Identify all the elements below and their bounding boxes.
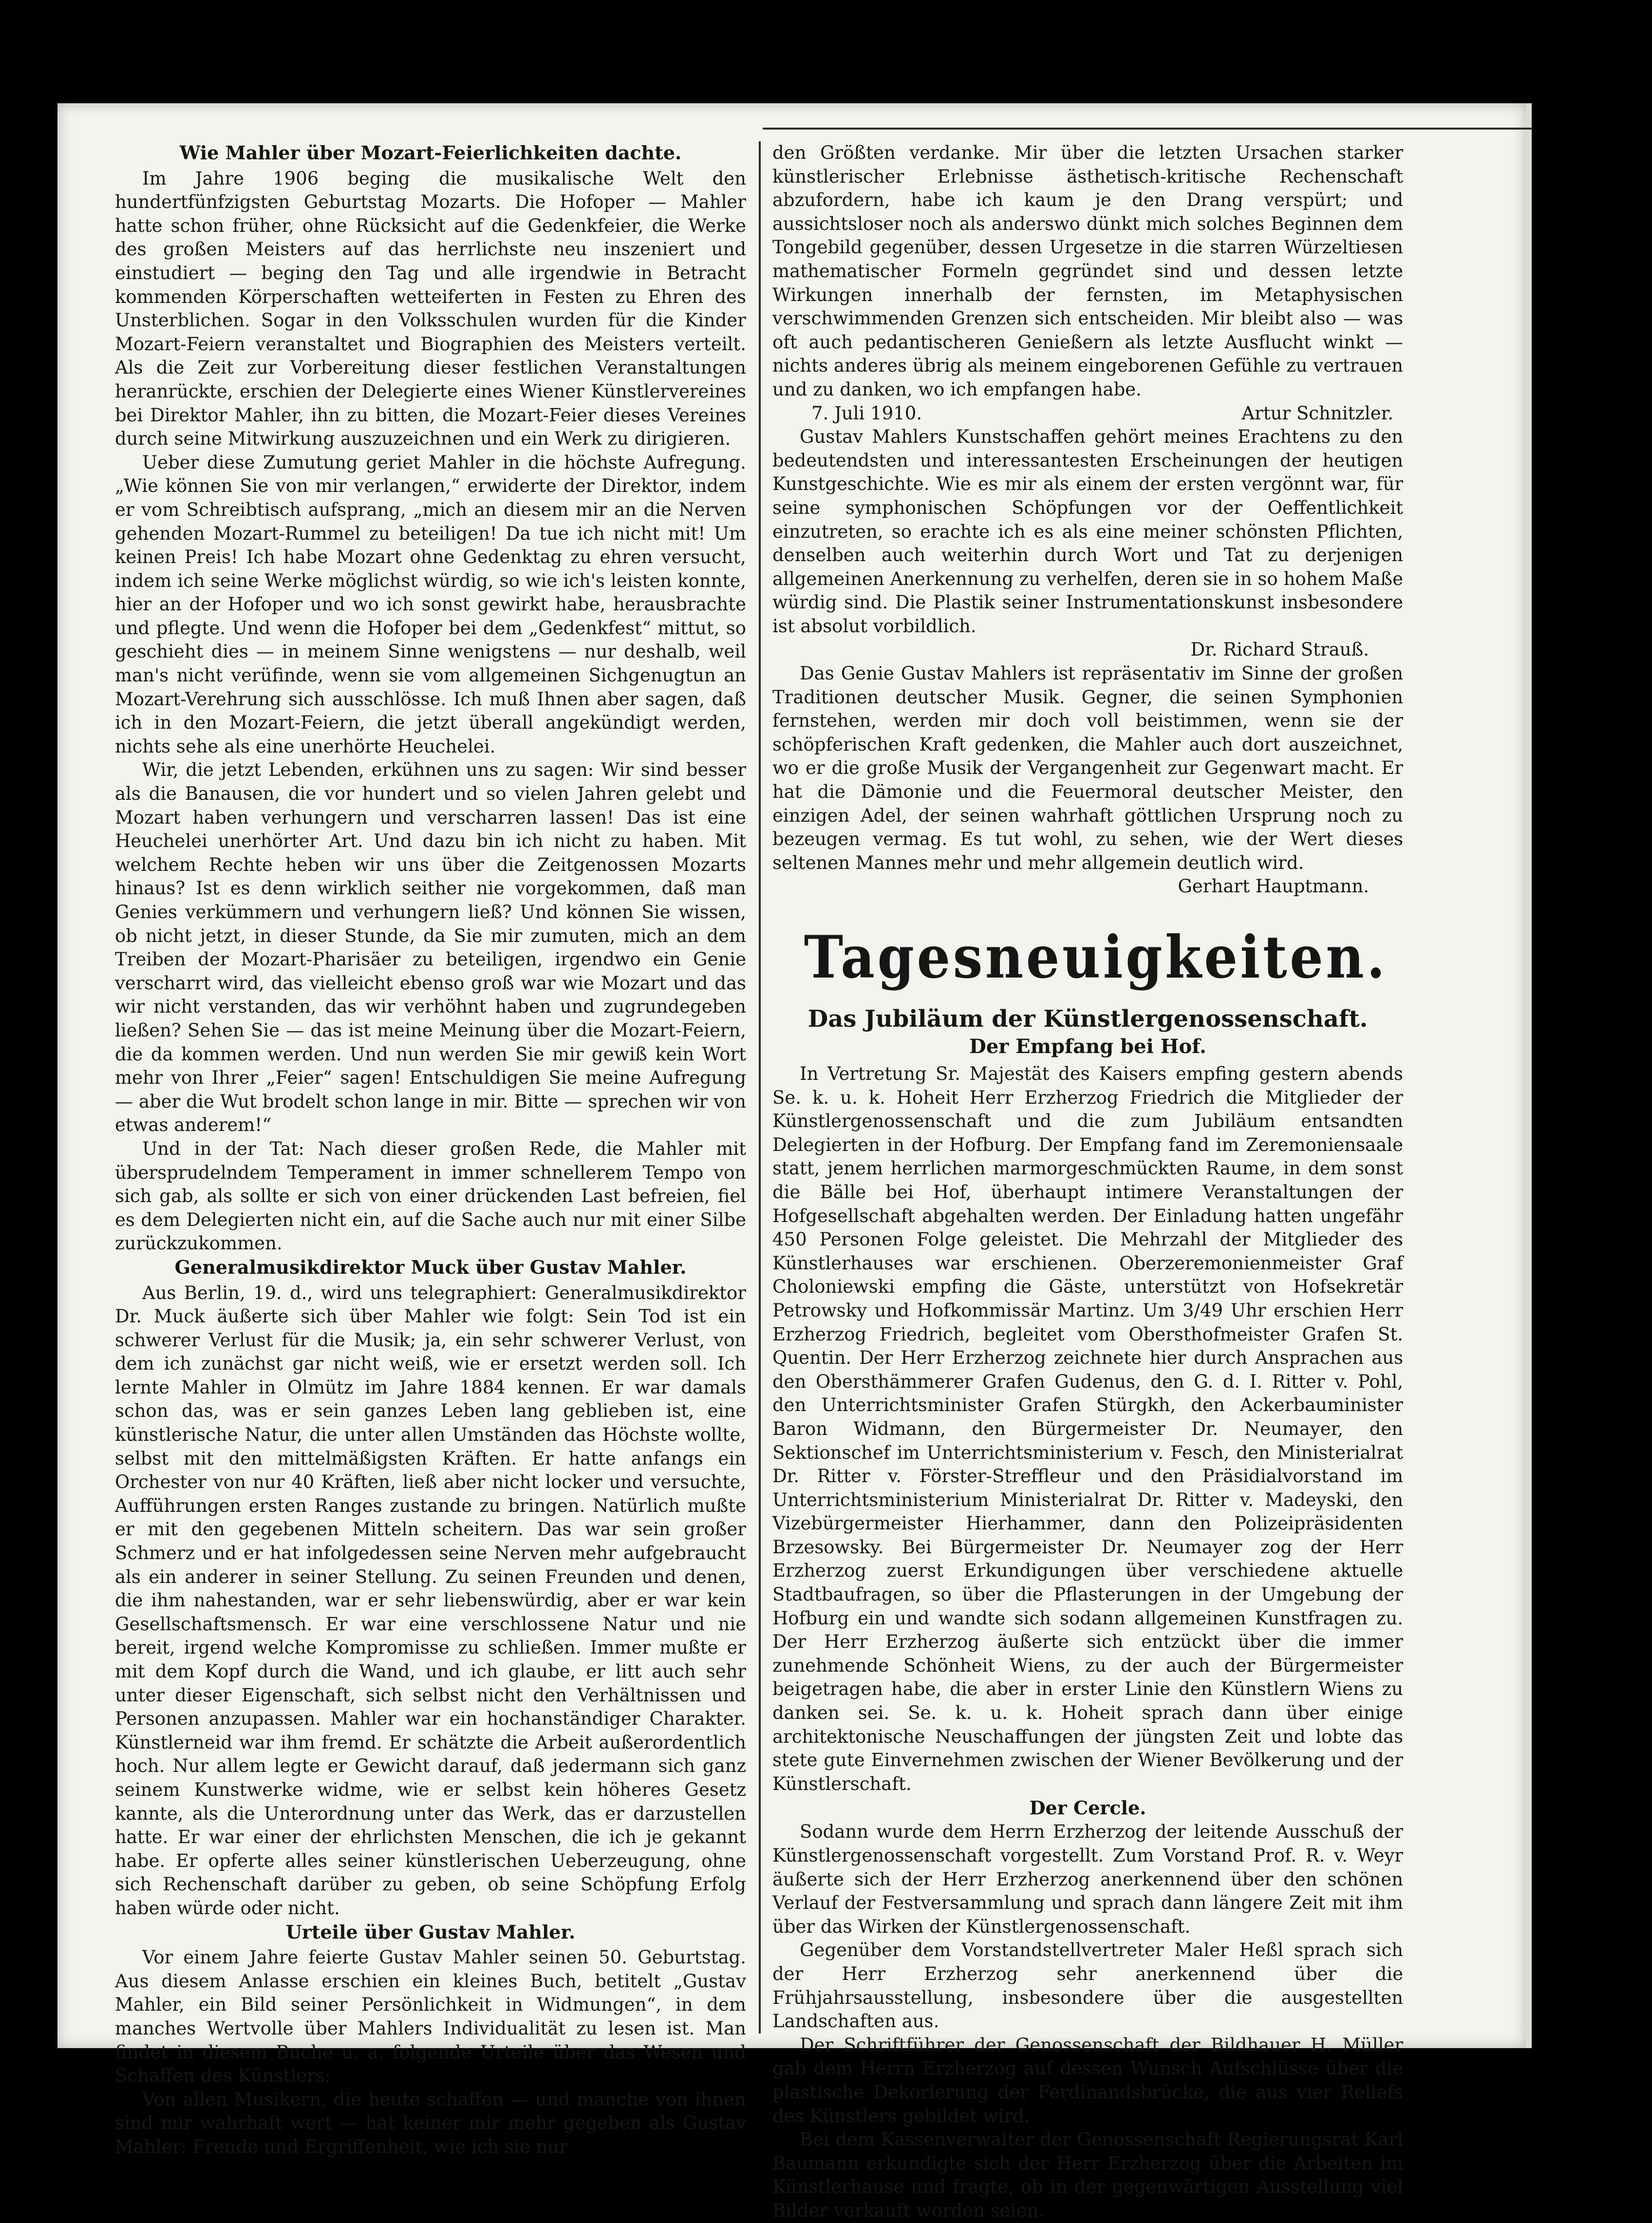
article-headline-urteile: Urteile über Gustav Mahler.	[285, 1921, 576, 1943]
section-title: Tagesneuigkeiten.	[804, 923, 1388, 992]
article-paragraph: Vor einem Jahre feierte Gustav Mahler seinen 50. Geburtstag. Aus diesem Anlasse erschien ein kleines Buch, betitelt „Gustav Mahler, ein Bild seiner Persönlichkeit in Widmungen“, in dem manches Wertvolle über Mahlers Individualität zu lesen ist. Man findet in diesem Buche u. a. folgende Urteile über das Wesen und Schaffen des Künstlers:	[115, 1947, 746, 2087]
news-paragraph: Bei dem Kassenverwalter der Genossenschaft Regierungsrat Karl Baumann erkundigte sich der Herr Erzherzog über die Arbeiten im Künstlerhause und fragte, ob in der gegenwärtigen Ausstellung viel Bilder verkauft worden seien.	[772, 2129, 1403, 2221]
signature-hauptmann: Gerhart Hauptmann.	[1178, 876, 1369, 897]
article-headline-muck: Generalmusikdirektor Muck über Gustav Mahler.	[174, 1256, 687, 1278]
signature-date: 7. Juli 1910.	[811, 402, 922, 424]
signature-name: Artur Schnitzler.	[1241, 402, 1393, 424]
article-paragraph: Ueber diese Zumutung geriet Mahler in die höchste Aufregung. „Wie können Sie von mir verlangen,“ erwiderte der Direktor, indem er vom Schreibtisch aufsprang, „mich an diesem mir an die Nerven gehenden Mozart-Rummel zu beteiligen! Da tue ich nicht mit! Um keinen Preis! Ich habe Mozart ohne Gedenktag zu ehren versucht, indem ich seine Werke möglichst würdig, so wie ich's leisten konnte, hier an der Hofoper und wo ich sonst gewirkt habe, herausbrachte und pflegte. Und wenn die Hofoper bei dem „Gedenkfest“ mittut, so geschieht dies — in meinem Sinne wenigstens — nur deshalb, weil man's nicht verüfinde, wenn sie vom allgemeinen Sichgenugtun an Mozart-Verehrung sich ausschlösse. Ich muß Ihnen aber sagen, daß ich in den Mozart-Feiern, die jetzt überall angekündigt werden, nichts sehe als eine unerhörte Heuchelei.	[115, 452, 746, 757]
news-subheadline: Der Empfang bei Hof.	[969, 1035, 1206, 1058]
article-paragraph: Wir, die jetzt Lebenden, erkühnen uns zu sagen: Wir sind besser als die Banausen, die vor hundert und so vielen Jahren gelebt und Mozart haben verhungern und verscharren lassen! Das ist eine Heuchelei unerhörter Art. Und dazu bin ich nicht zu haben. Mit welchem Rechte heben wir uns über die Zeitgenossen Mozarts hinaus? Ist es denn wirklich seither nie vorgekommen, daß man Genies verkümmern und verhungern ließ? Und können Sie wissen, ob nicht jetzt, in dieser Stunde, da Sie mir zumuten, mich an dem Treiben der Mozart-Pharisäer zu beteiligen, irgendwo ein Genie verscharrt wird, das vielleicht ebenso groß war wie Mozart und das wir nicht verstanden, das wir verhöhnt haben und zugrundegeben ließen? Sehen Sie — das ist meine Meinung über die Mozart-Feiern, die da kommen werden. Und nun werden Sie mir gewiß kein Wort mehr von Ihrer „Feier“ sagen! Entschuldigen Sie meine Aufregung — aber die Wut brodelt schon lange in mir. Bitte — sprechen wir von etwas anderem!“	[115, 759, 746, 1136]
news-headline: Das Jubiläum der Künstlergenossenschaft.	[807, 1005, 1368, 1033]
news-paragraph: In Vertretung Sr. Majestät des Kaisers empfing gestern abends Se. k. u. k. Hoheit Herr Erzherzog Friedrich die Mitglieder der Künstlergenossenschaft und die zum Jubiläum entsandten Delegierten in der Hofburg. Der Empfang fand im Zeremoniensaale statt, jenem herrlichen marmorgeschmückten Raume, in dem sonst die Bälle bei Hof, überhaupt intimere Veranstaltungen der Hofgesellschaft abgehalten werden. Der Einladung hatten ungefähr 450 Personen Folge geleistet. Die Mehrzahl der Mitglieder des Künstlerhauses war erschienen. Oberzeremonienmeister Graf Choloniewski empfing die Gäste, unterstützt von Hofsekretär Petrowsky und Hofkommissär Martinz. Um 3/49 Uhr erschien Herr Erzherzog Friedrich, begleitet vom Obersthofmeister Grafen St. Quentin. Der Herr Erzherzog zeichnete hier durch Ansprachen aus den Obersthämmerer Grafen Gudenus, den G. d. I. Ritter v. Pohl, den Unterrichtsminister Grafen Stürgkh, den Ackerbauminister Baron Widmann, den Bürgermeister Dr. Neumayer, den Sektionschef im Unterrichtsministerium v. Fesch, den Ministerialrat Dr. Ritter v. Förster-Streffleur und den Präsidialvorstand im Unterrichtsministerium Ministerialrat Dr. Ritter v. Madeyski, den Vizebürgermeister Hierhammer, dann den Polizeipräsidenten Brzesowsky. Bei Bürgermeister Dr. Neumayer zog der Herr Erzherzog zuerst Erkundigungen über verschiedene aktuelle Stadtbaufragen, so über die Pflasterungen in der Umgebung der Hofburg ein und wandte sich sodann allgemeinen Kunstfragen zu. Der Herr Erzherzog äußerte sich entzückt über die immer zunehmende Schönheit Wiens, zu der auch der Bürgermeister beigetragen habe, die aber in erster Linie den Künstlern Wiens zu danken sei. Se. k. u. k. Hoheit sprach dann über einige architektonische Neuschaffungen der jüngsten Zeit und lobte das stete gute Einvernehmen zwischen der Wiener Bevölkerung und der Künstlerschaft.	[772, 1063, 1403, 1794]
top-rule	[763, 128, 1532, 130]
continuation-paragraph: den Größten verdanke. Mir über die letzten Ursachen starker künstlerischer Erlebnisse ästhetisch-kritische Rechenschaft abzufordern, habe ich kaum je den Drang verspürt; und aussichtsloser noch als anderswo dünkt mich solches Beginnen dem Tongebild gegenüber, dessen Urgesetze in die starren Würzeltiesen mathematischer Formeln gegründet sind und dessen letzte Wirkungen innerhalb der fernsten, im Metaphysischen verschwimmenden Grenzen sich entscheiden. Mir bleibt also — was oft auch pedantischeren Genießern als letzte Ausflucht winkt — nichts anderes übrig als meinem eingeborenen Gefühle zu vertrauen und zu danken, wo ich empfangen habe.	[772, 142, 1403, 400]
news-subheadline: Der Cercle.	[1029, 1797, 1146, 1819]
article-paragraph: Im Jahre 1906 beging die musikalische Welt den hundertfünfzigsten Geburtstag Mozarts. Die Hofoper — Mahler hatte schon früher, ohne Rücksicht auf die Gedenkfeier, die Werke des großen Meisters auf das herrlichste neu inszeniert und einstudiert — beging den Tag und alle irgendwie in Betracht kommenden Körperschaften wetteiferten in Festen zu Ehren des Unsterblichen. Sogar in den Volksschulen wurden für die Kinder Mozart-Feiern veranstaltet und Biographien des Meisters verteilt. Als die Zeit zur Vorbereitung dieser festlichen Veranstaltungen heranrückte, erschien der Delegierte eines Wiener Künstlervereines bei Direktor Mahler, ihn zu bitten, die Mozart-Feier dieses Vereines durch seine Mitwirkung auszuzeichnen und ein Werk zu dirigieren.	[115, 168, 746, 450]
paper-edge	[1526, 103, 1532, 2048]
column-divider	[759, 141, 761, 2034]
hauptmann-paragraph: Das Genie Gustav Mahlers ist repräsentativ im Sinne der großen Traditionen deutscher Musik. Gegner, die seinen Symphonien fernstehen, werden mir doch voll beistimmen, wenn sie der schöpferischen Kraft gedenken, die Mahler auch dort auszeichnet, wo er die große Musik der Vergangenheit zur Gegenwart macht. Er hat die Dämonie und die Feuermoral deutscher Meister, den einzigen Adel, der seinen wahrhaft göttlichen Ursprung noch zu bezeugen vermag. Es tut wohl, zu sehen, wie der Wert dieses seltenen Mannes mehr und mehr allgemein deutlich wird.	[772, 663, 1403, 873]
article-paragraph: Aus Berlin, 19. d., wird uns telegraphiert: Generalmusikdirektor Dr. Muck äußerte sich über Mahler wie folgt: Sein Tod ist ein schwerer Verlust für die Musik; ja, ein sehr schwerer Verlust, von dem ich zunächst gar nicht weiß, wie er ersetzt werden soll. Ich lernte Mahler in Olmütz im Jahre 1884 kennen. Er war damals schon das, was er sein ganzes Leben lang geblieben ist, eine künstlerische Natur, die unter allen Umständen das Höchste wollte, selbst mit den mittelmäßigsten Kräften. Er hatte anfangs ein Orchester von nur 40 Kräften, ließ aber nicht locker und versuchte, Aufführungen ersten Ranges zustande zu bringen. Natürlich mußte er mit den gegebenen Mitteln scheitern. Das war sein großer Schmerz und er hat infolgedessen seine Nerven mehr aufgebraucht als ein anderer in seiner Stellung. Zu seinen Freunden und denen, die ihm nahestanden, war er sehr liebenswürdig, aber er war kein Gesellschaftsmensch. Er war eine verschlossene Natur und nie bereit, irgend welche Kompromisse zu schließen. Immer mußte er mit dem Kopf durch die Wand, und ich glaube, er litt auch sehr unter dieser Eigenschaft, sich selbst nicht den Verhältnissen und Personen anzupassen. Mahler war ein hochanständiger Charakter. Künstlerneid war ihm fremd. Er schätzte die Arbeit außerordentlich hoch. Nur allem legte er Gewicht darauf, daß jedermann sich ganz seinem Kunstwerke widme, wie er selbst kein höheres Gesetz kannte, als die Unterordnung unter das Werk, das er darzustellen hatte. Er war einer der ehrlichsten Menschen, die ich je gekannt habe. Er opferte alles seiner künstlerischen Ueberzeugung, ohne sich Rechenschaft darüber zu geben, ob seine Schöpfung Erfolg haben würde oder nicht.	[115, 1282, 746, 1919]
signature-strauss: Dr. Richard Strauß.	[1190, 639, 1369, 660]
article-paragraph: Von allen Musikern, die heute schaffen — und manche von ihnen sind mir wahrhaft wert — hat keiner mir mehr gegeben als Gustav Mahler: Freude und Ergriffenheit, wie ich sie nur	[115, 2089, 746, 2157]
left-column	[115, 141, 746, 2194]
signature-schnitzler	[772, 402, 1403, 426]
strauss-paragraph: Gustav Mahlers Kunstschaffen gehört meines Erachtens zu den bedeutendsten und interessantesten Erscheinungen der heutigen Kunstgeschichte. Wie es mir als einem der ersten vergönnt war, für seine symphonischen Schöpfungen vor der Oeffentlichkeit einzutreten, so erachte ich es als eine meiner schönsten Pflichten, denselben auch weiterhin durch Wort und Tat zu derjenigen allgemeinen Anerkennung zu verhelfen, deren sie in so hohem Maße würdig sind. Die Plastik seiner Instrumentationskunst insbesondere ist absolut vorbildlich.	[772, 426, 1403, 637]
news-paragraph: Sodann wurde dem Herrn Erzherzog der leitende Ausschuß der Künstlergenossenschaft vorgestellt. Zum Vorstand Prof. R. v. Weyr äußerte sich der Herr Erzherzog anerkennend über den schönen Verlauf der Festversammlung und sprach dann längere Zeit mit ihm über das Wirken der Künstlergenossenschaft.	[772, 1821, 1403, 1937]
news-paragraph: Der Schriftführer der Genossenschaft der Bildhauer H. Müller gab dem Herrn Erzherzog auf dessen Wunsch Aufschlüsse über die plastische Dekorierung der Ferdinandsbrücke, die aus vier Reliefs des Künstlers gebildet wird.	[772, 2034, 1403, 2127]
right-column	[772, 141, 1403, 2221]
article-headline-mozart: Wie Mahler über Mozart-Feierlichkeiten dachte.	[179, 142, 682, 164]
article-paragraph: Und in der Tat: Nach dieser großen Rede, die Mahler mit übersprudelndem Temperament in immer schnellerem Tempo von sich gab, als sollte er sich von einer drückenden Last befreien, fiel es dem Delegierten nicht ein, auf die Sache auch nur mit einer Silbe zurückzukommen.	[115, 1138, 746, 1254]
news-paragraph: Gegenüber dem Vorstandstellvertreter Maler Heßl sprach sich der Herr Erzherzog sehr anerkennend über die Frühjahrsausstellung, insbesondere über die ausgestellten Landschaften aus.	[772, 1940, 1403, 2032]
